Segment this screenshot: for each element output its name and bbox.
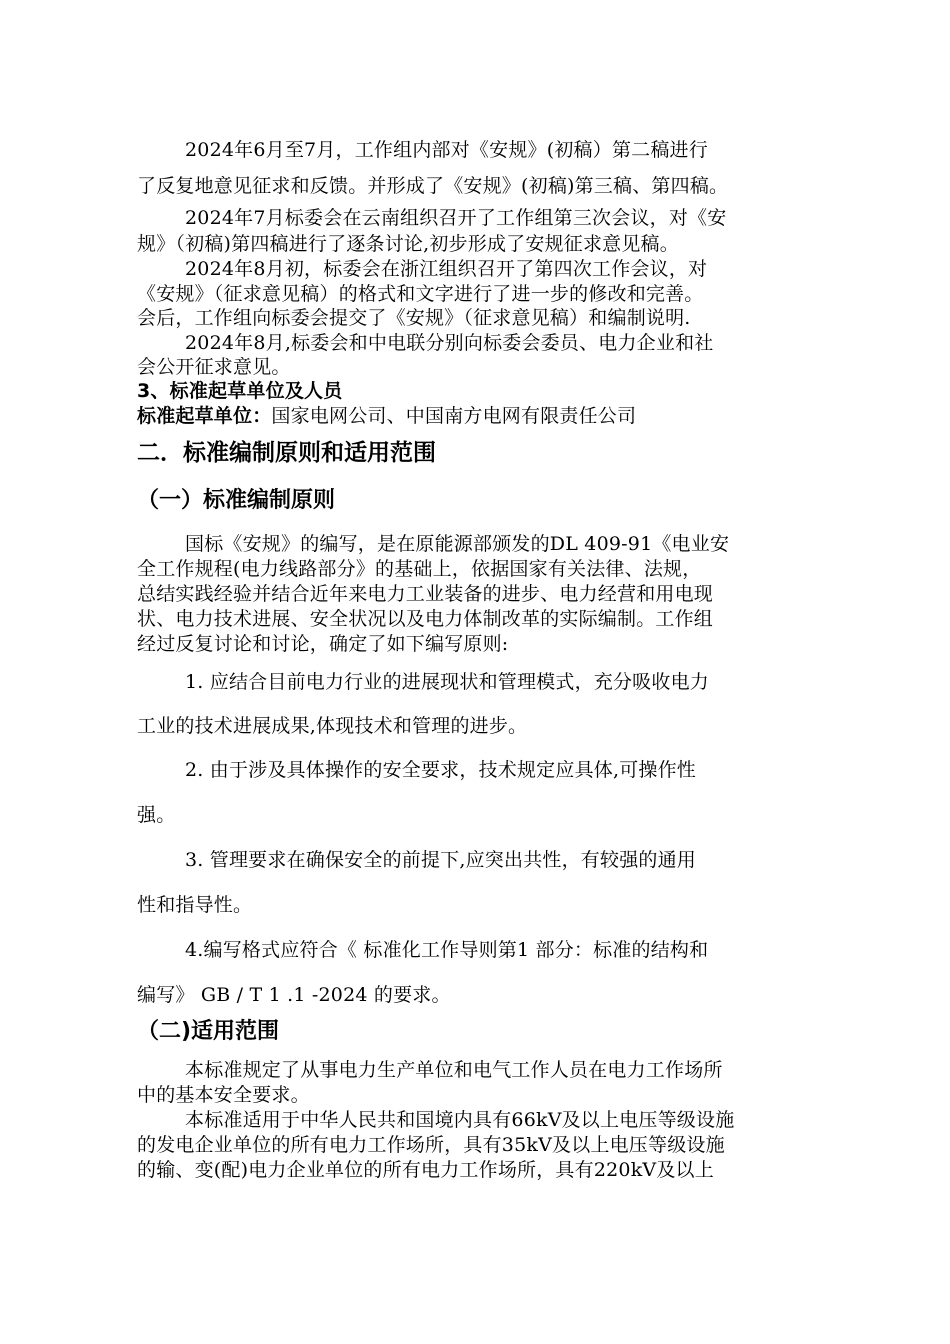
sub2-p2-line3: 的输、变(配)电力企业单位的所有电力工作场所，具有220kV及以上	[137, 1159, 714, 1181]
para3-line1: 2024年8月初，标委会在浙江组织召开了第四次工作会议，对	[185, 258, 708, 280]
sub1-intro-line5: 经过反复讨论和讨论，确定了如下编写原则:	[137, 633, 509, 655]
para3-line3: 会后，工作组向标委会提交了《安规》（征求意见稿）和编制说明.	[137, 307, 691, 329]
para4-line2: 会公开征求意见。	[137, 356, 291, 378]
para2-line2: 规》（初稿)第四稿进行了逐条讨论,初步形成了安规征求意见稿。	[137, 233, 679, 255]
sub1-intro-line2: 全工作规程(电力线路部分》的基础上，依据国家有关法律、法规，	[137, 558, 702, 580]
section3-heading: 3、标准起草单位及人员	[137, 380, 343, 402]
principle-item-2-line1: 2. 由于涉及具体操作的安全要求，技术规定应具体,可操作性	[185, 759, 697, 781]
principle-item-3-line2: 性和指导性。	[137, 894, 253, 916]
principle-item-4-line2: 编写》 GB / T 1 .1 -2024 的要求。	[137, 984, 451, 1006]
para3-line2: 《安规》（征求意见稿）的格式和文字进行了进一步的修改和完善。	[137, 283, 704, 305]
section3-unit-label: 标准起草单位：	[137, 405, 272, 427]
section3-unit-line	[137, 404, 636, 428]
section3-unit-value: 国家电网公司、中国南方电网有限责任公司	[271, 405, 637, 427]
para2-line1: 2024年7月标委会在云南组织召开了工作组第三次会议，对《安	[185, 207, 727, 229]
para1-line2: 了反复地意见征求和反馈。并形成了《安规》(初稿)第三稿、第四稿。	[137, 175, 729, 197]
sub2-p2-line2: 的发电企业单位的所有电力工作场所，具有35kV及以上电压等级设施	[137, 1134, 725, 1156]
principle-item-2-line2: 强。	[137, 804, 176, 826]
sub2-heading: （二)适用范围	[137, 1019, 280, 1044]
sub1-intro-line3: 总结实践经验并结合近年来电力工业装备的进步、电力经营和用电现	[137, 583, 714, 605]
principle-item-1-line2: 工业的技术进展成果,体现技术和管理的进步。	[137, 715, 528, 737]
sub1-intro-line1: 国标《安规》的编写，是在原能源部颁发的DL 409-91《电业安	[185, 533, 730, 555]
principle-item-1-line1: 1. 应结合目前电力行业的进展现状和管理模式，充分吸收电力	[185, 671, 709, 693]
sub2-p1-line2: 中的基本安全要求。	[137, 1084, 310, 1106]
principle-item-3-line1: 3. 管理要求在确保安全的前提下,应突出共性，有较强的通用	[185, 849, 697, 871]
sub2-p2-line1: 本标准适用于中华人民共和国境内具有66kV及以上电压等级设施	[185, 1109, 735, 1131]
sub2-p1-line1: 本标准规定了从事电力生产单位和电气工作人员在电力工作场所	[185, 1059, 723, 1081]
para4-line1: 2024年8月,标委会和中电联分别向标委会委员、电力企业和社	[185, 332, 714, 354]
principle-item-4-line1: 4.编写格式应符合《 标准化工作导则第1 部分：标准的结构和	[185, 939, 709, 961]
sub1-intro-line4: 状、电力技术进展、安全状况以及电力体制改革的实际编制。工作组	[137, 608, 714, 630]
para1-line1: 2024年6月至7月，工作组内部对《安规》(初稿）第二稿进行	[185, 139, 708, 161]
sub1-heading: （一）标准编制原则	[137, 488, 336, 513]
chapter2-heading: 二．标准编制原则和适用范围	[137, 440, 436, 466]
